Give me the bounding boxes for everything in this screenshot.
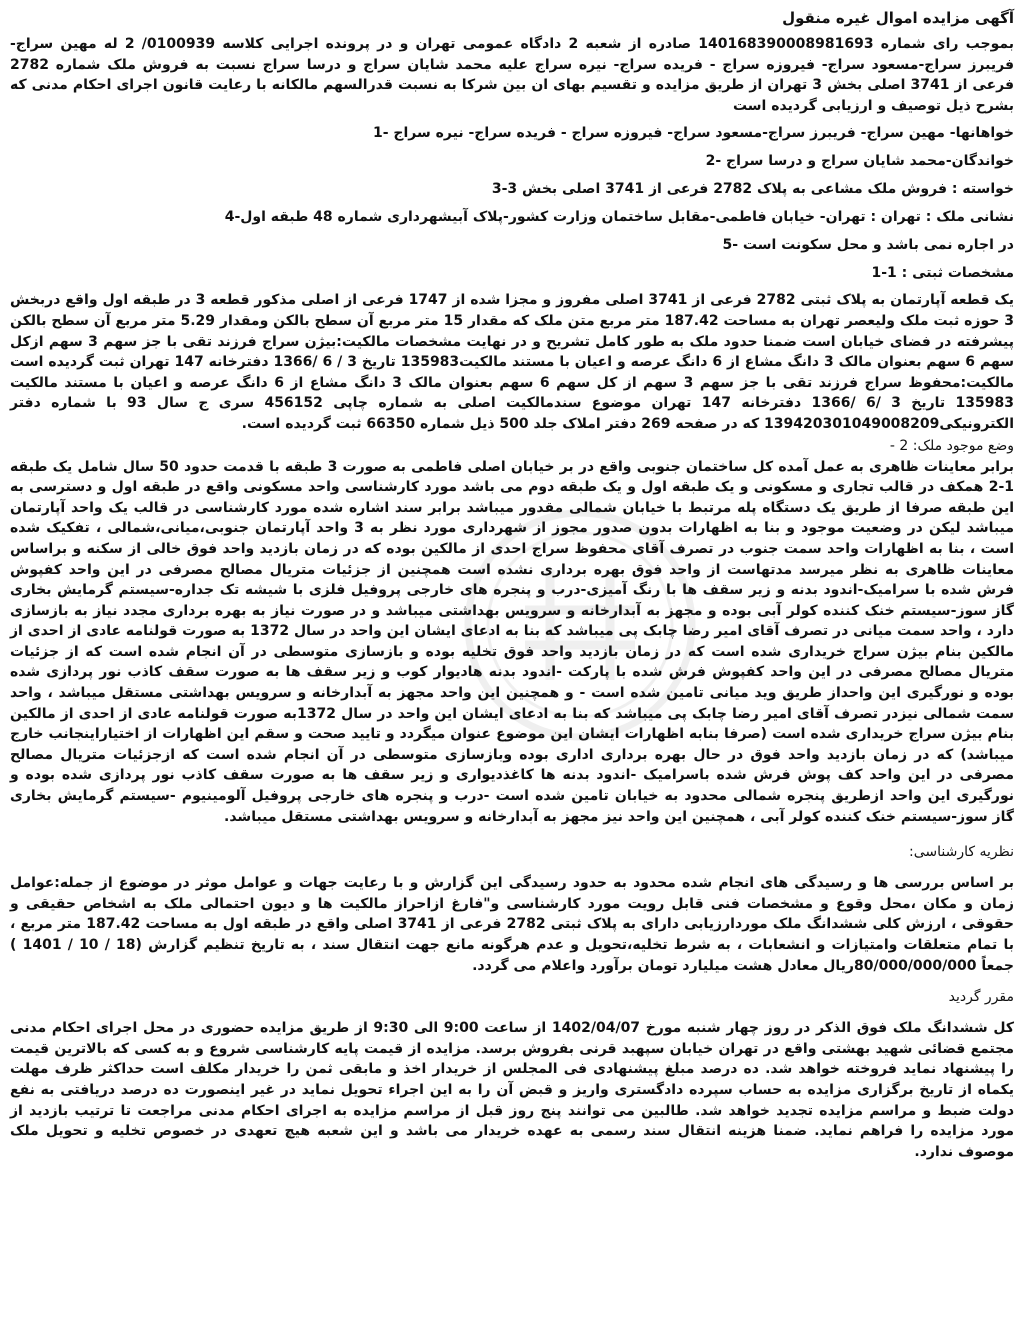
- registry-heading: مشخصات ثبتی : 1-1: [871, 265, 1014, 282]
- address-line: نشانی ملک : تهران : تهران- خیابان فاطمی-مقابل ساختمان وزارت کشور-پلاک آبیشهرداری شماره 48 طبقه اول-4: [224, 209, 1014, 226]
- status-paragraph: برابر معاینات ظاهری به عمل آمده کل ساختمان جنوبی واقع در بر خیابان اصلی فاطمی به صورت 3 طبقه با قدمت حدود 50 سال شامل یک طبقه 1-2 همکف در قالب تجاری و مسکونی و یک طبقه اول و یک طبقه دوم می باشد مورد کارشناسی واحد مسکونی واقع در طبقه اول و دسترسی به این طبقه صرفا از طریق یک دستگاه پله مرتبط با خیابان شمالی مقدور میباشد برابر سند اشاره شده مورد کارشناسی در قالب یک واحد آپارتمان میباشد لیکن در وضعیت موجود و بنا به اظهارات بدون صدور مجوز از شهرداری مورد نظر به 3 واحد آپارتمان جنوبی،میانی،شمالی ، تفکیک شده است ، بنا به اظهارات واحد سمت جنوب در تصرف آقای محفوظ سراج احدی از مالکین بوده که در زمان بازدید واحد فوق خالی از سکنه و براساس معاینات ظاهری به نظر میرسد مدتهاست از واحد فوق بهره برداری نشده است همچنین از جزئیات متریال مصالح مصرفی در این واحد کفپوش فرش شده با سرامیک-اندود بدنه و زیر سقف ها با رنگ آمیزی-درب و پنجره های خارجی پروفیل فلزی با شیشه تک جداره-سیستم گرمایش بخاری گاز سوز-سیستم خنک کننده کولر آبی بوده و مجهز به آبدارخانه و سرویس بهداشتی میباشد و در صورت نیاز به بهره برداری مجدد نیاز به بازسازی دارد ، واحد سمت میانی در تصرف آقای امیر رضا چابک پی میباشد که بنا به ادعای ایشان این واحد در سال 1372 به صورت قولنامه عادی از احدی از مالکین بنام بیژن سراج خریداری شده است که در زمان بازدید واحد فوق تخلیه بوده و بازسازی متوسطی در آن انجام شده است که از جزئیات متریال مصالح مصرفی در این واحد کفپوش فرش شده با پارکت -اندود بدنه هادیوار کوب و زیر سقف ها به صورت سقف کاذب نور پردازی شده بوده و نورگیری این واحداز طریق وید میانی تامین شده است - و همچنین این واحد مجهز به آبدارخانه و سرویس بهداشتی مستقل میباشد ، واحد سمت شمالی نیزدر تصرف آقای امیر رضا چابک پی میباشد که بنا به ادعای ایشان این واحد در سال 1372به صورت قولنامه عادی از احدی از مالکین بنام بیژن سراج خریداری شده است (صرفا بنابه اظهارات ایشان این موضوع عنوان میگردد و تایید صحت و سقم این اظهارات از اختیاراینجانب خارج میباشد) که در زمان بازدید واحد فوق در حال بهره برداری اداری بوده وبازسازی متوسطی در آن انجام شده است که ازجزئیات متریال مصالح مصرفی در این واحد کف پوش فرش شده باسرامیک -اندود بدنه ها کاغذدیواری و زیر سقف ها به صورت سقف کاذب نور پردازی شده بوده و نورگیری این واحد ازطریق پنجره شمالی محدود به خیابان تامین شده است -درب و پنجره های خارجی پروفیل آلومینیوم -سیستم گرمایش بخاری گاز سوز-سیستم خنک کننده کولر آبی ، همچنین این واحد نیز مجهز به آبدارخانه و سرویس بهداشتی مستقل میباشد.: [10, 458, 1014, 825]
- intro-paragraph: بموجب رای شماره 140168390008981693 صادره از شعبه 2 دادگاه عمومی تهران و در پرونده اجرایی کلاسه 0100939/ 2 له مهین سراج- فریبرز سراج-مسعود سراج- فیروزه سراج - فریده سراج- نیره سراج علیه محمد شایان سراج و درسا سراج نسبت به فروش ملک شماره 2782 فرعی از 3741 اصلی بخش 3 تهران از طریق مزایده و تقسیم بهای ان بین شرکا به نسبت قدرالسهم مالکانه با رعایت قانون اجرای احکام مدنی که بشرح ذیل توصیف و ارزیابی گردیده است: [10, 36, 1015, 114]
- expert-heading: نظریه کارشناسی:: [909, 844, 1014, 861]
- notice-title: آگهی مزایده اموال غیره منقول: [782, 9, 1014, 27]
- registry-paragraph: یک قطعه آپارتمان به پلاک ثبتی 2782 فرعی از 3741 اصلی مفروز و مجزا شده از 1747 فرعی از اصلی مذکور قطعه 3 در طبقه اول واقع دربخش 3 حوزه ثبت ملک ولیعصر تهران به مساحت 187.42 متر مربع متن ملک که مقدار 15 متر مربع آن سطح بالکن ومقدار 5.29 متر مربع آن سطح بالکن پیشرفته در فضای خیابان است ضمنا حدود ملک به طور کامل تشریح و در نهایت مشخصات مالکیت:بیژن سراج فرزند تقی با جز سهم 3 سهم ازکل سهم 6 سهم بعنوان مالک 3 دانگ مشاع از 6 دانگ عرصه و اعیان با مستند مالکیت135983 تاریخ 3 / 6 /1366 دفترخانه 147 تهران ثبت گردیده است مالکیت:محفوظ سراج فرزند تقی با جز سهم 3 سهم از کل سهم 6 سهم بعنوان مالک 3 دانگ مشاع از 6 دانگ عرصه و اعیان با مستند مالکیت 135983 تاریخ 3 /6 /1366 دفترخانه 147 تهران موضوع سندمالکیت اصلی به شماره چاپی 456152 سری ج سال 93 با شماره دفتر الکترونیکی139420301049008209 که در صفحه 269 دفتر املاک جلد 500 ذیل شماره 66350 ثبت گردیده است.: [10, 292, 1015, 432]
- notice-content: [10, 6, 1014, 1162]
- occupancy-line: در اجاره نمی باشد و محل سکونت است -5: [722, 237, 1014, 254]
- defendants-line: خواندگان-محمد شایان سراج و درسا سراج -2: [705, 153, 1014, 170]
- expert-paragraph: بر اساس بررسی ها و رسیدگی های انجام شده محدود به حدود رسیدگی این گزارش و با رعایت جهات و عوامل موثر در موضوع از جمله:عوامل زمان و مکان ،محل وقوع و مشخصات فنی قابل رویت مورد کارشناسی و"فارغ ازاحراز مالکیت ها و دیون احتمالی ملک به اشخاص حقیقی و حقوقی ، ارزش کلی ششدانگ ملک موردارزیابی دارای به پلاک ثبتی 2782 فرعی از 3741 اصلی واقع در طبقه اول به مساحت 187.42 متر مربع ، با تمام متعلقات وامتیازات و انشعابات ، به شرط تخلیه،تحویل و عدم هرگونه مانع جهت انتقال سند ، به تاریخ تنظیم گزارش (18 / 10 / 1401 ) جمعاً 80/000/000/000ریال معادل هشت میلیارد تومان برآورد واعلام می گردد.: [10, 875, 1014, 974]
- decision-heading: مقرر گردید: [948, 989, 1014, 1006]
- plaintiffs-line: خواهانها- مهین سراج- فریبرز سراج-مسعود سراج- فیروزه سراج - فریده سراج- نیره سراج -1: [372, 125, 1014, 142]
- decision-paragraph: کل ششدانگ ملک فوق الذکر در روز چهار شنبه مورخ 1402/04/07 از ساعت 9:00 الی 9:30 از طریق مزایده حضوری در محل اجرای احکام مدنی مجتمع قضائی شهید بهشتی واقع در تهران خیابان سپهبد قرنی بفروش برسد. مزایده از قیمت پایه کارشناسی شروع و به کسی که بالاترین قیمت را پیشنهاد نماید فروخته خواهد شد. ده درصد مبلغ پیشنهادی فی المجلس از خریدار اخذ و مابقی ثمن را خریدار مکلف است حداکثر ظرف مهلت یکماه از تاریخ برگزاری مزایده به حساب سپرده دادگستری واریز و قبض آن را به این اجراء تحویل نماید در غیر اینصورت ده درصد دریافتی به نفع دولت ضبط و مراسم مزایده تجدید خواهد شد. طالبین می توانند پنج روز قبل از مراسم مزایده به اجرای احکام مدنی مراجعت تا ترتیب بازدید از مورد مزایده را فراهم نماید. ضمنا هزینه انتقال سند رسمی به عهده خریدار می باشد و این شعبه هیچ تعهدی در خصوص تخلیه و تحویل ملک موصوف ندارد.: [10, 1020, 1014, 1160]
- status-heading: وضع موجود ملک: 2 -: [889, 437, 1014, 454]
- claim-line: خواسته : فروش ملک مشاعی به پلاک 2782 فرعی از 3741 اصلی بخش 3-3: [491, 181, 1014, 198]
